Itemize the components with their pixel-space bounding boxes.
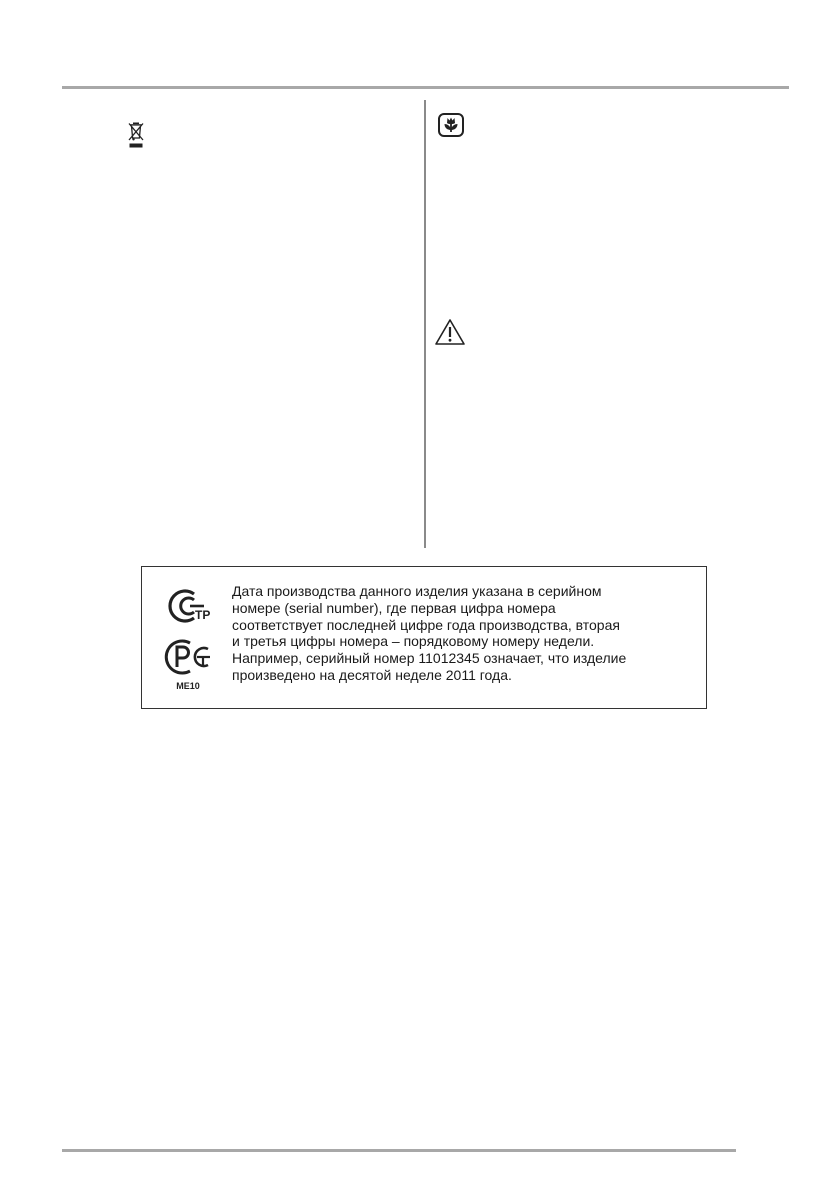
svg-text:ТР: ТР (195, 608, 211, 622)
notice-line: и третья цифры номера – порядковому номеру недели. (232, 633, 595, 650)
certification-code: ME10 (176, 681, 200, 691)
crossed-out-bin-icon (127, 121, 145, 149)
eac-tr-mark-icon (164, 587, 212, 625)
column-divider (424, 100, 426, 548)
eco-flower-icon (438, 113, 464, 137)
gost-r-mark-icon (164, 638, 212, 676)
certification-notice-box (141, 566, 707, 709)
notice-line: произведено на десятой неделе 2011 года. (232, 666, 512, 683)
notice-line: Например, серийный номер 11012345 означает, что изделие (232, 650, 627, 667)
bottom-rule (62, 1149, 736, 1152)
production-date-notice (232, 583, 700, 684)
notice-line: номере (serial number), где первая цифра номера (232, 599, 556, 616)
notice-line: Дата производства данного изделия указана в серийном (232, 583, 602, 599)
notice-line: соответствует последней цифре года производства, вторая (232, 616, 620, 633)
warning-triangle-icon (434, 318, 466, 346)
top-rule (62, 86, 789, 89)
